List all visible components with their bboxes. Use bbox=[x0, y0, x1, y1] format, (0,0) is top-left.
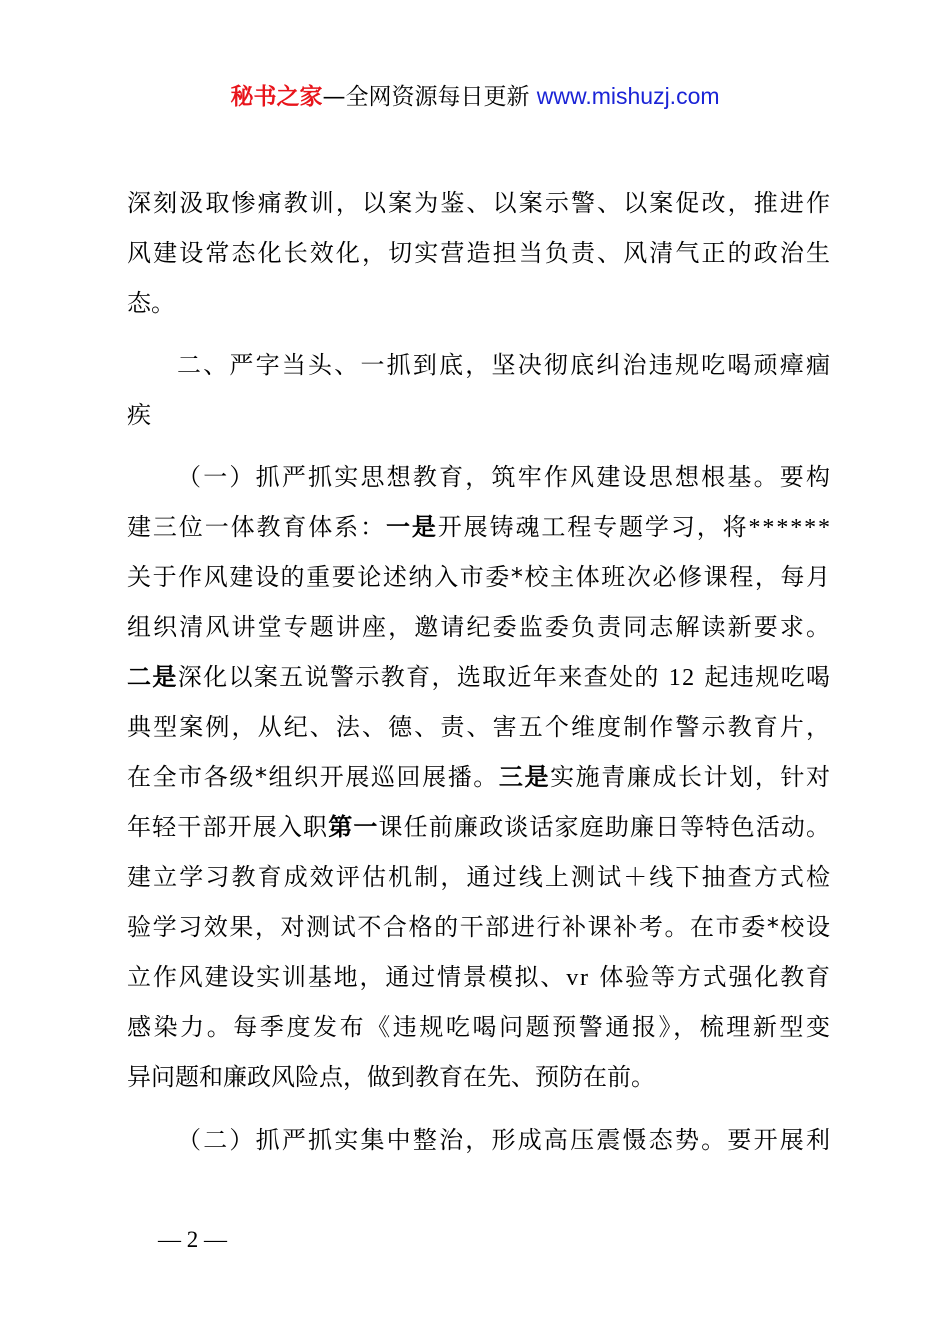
text-segment: vr bbox=[566, 965, 590, 991]
bold-lead-phrase: 三是 bbox=[498, 763, 551, 791]
text-segment: 态。 bbox=[127, 289, 175, 317]
text-line bbox=[177, 461, 832, 493]
text-segment: 建立学习教育成效评估机制，通过线上测试＋线下抽查方式检 bbox=[127, 863, 833, 891]
text-segment: 深刻汲取惨痛教训，以案为鉴、以案示警、以案促改，推进作 bbox=[127, 189, 833, 217]
text-segment: （一）抓严抓实思想教育，筑牢作风建设思想根基。要构 bbox=[177, 463, 833, 491]
text-segment: 立作风建设实训基地，通过情景模拟、 bbox=[127, 963, 567, 991]
text-segment: 年轻干部开展入职 bbox=[127, 813, 329, 841]
header-tagline: —全网资源每日更新 bbox=[322, 84, 537, 110]
text-line bbox=[127, 911, 832, 943]
text-line bbox=[127, 511, 832, 544]
text-segment: 疾 bbox=[127, 401, 151, 429]
text-line bbox=[127, 237, 832, 269]
text-line bbox=[127, 1061, 655, 1093]
text-segment: 风建设常态化长效化，切实营造担当负责、风清气正的政治生 bbox=[127, 239, 833, 267]
text-line bbox=[177, 349, 832, 381]
text-line bbox=[127, 711, 832, 743]
text-line bbox=[127, 611, 832, 643]
text-line bbox=[177, 1124, 832, 1156]
text-line bbox=[127, 661, 831, 694]
text-segment: 在全市各级*组织开展巡回展播。 bbox=[127, 763, 499, 791]
text-segment: 建三位一体教育体系： bbox=[127, 513, 386, 541]
site-header bbox=[0, 80, 950, 113]
text-segment: 课任前廉政谈话家庭助廉日等特色活动。 bbox=[378, 813, 832, 841]
text-line bbox=[127, 1011, 833, 1043]
text-line bbox=[127, 761, 832, 793]
text-segment: 验学习效果，对测试不合格的干部进行补课补考。在市委*校设 bbox=[127, 913, 832, 941]
text-segment: 组织清风讲堂专题讲座，邀请纪委监委负责同志解读新要求。 bbox=[127, 613, 833, 641]
text-segment: 典型案例，从纪、法、德、责、害五个维度制作警示教育片， bbox=[127, 713, 833, 741]
text-segment: 深化以案五说警示教育，选取近年来查处的 bbox=[177, 663, 669, 691]
brand-name: 秘书之家 bbox=[230, 84, 323, 110]
text-line bbox=[127, 961, 832, 994]
text-line bbox=[127, 861, 832, 893]
bold-lead-phrase: 一是 bbox=[385, 513, 438, 541]
site-url-link[interactable]: www.mishuzj.com bbox=[536, 83, 720, 109]
text-segment: 12 bbox=[668, 665, 696, 691]
text-segment: 实施青廉成长计划，针对 bbox=[550, 763, 832, 791]
text-line bbox=[127, 399, 151, 431]
text-segment: 起违规吃喝 bbox=[695, 663, 832, 691]
page-number: — 2 — bbox=[158, 1227, 227, 1252]
bold-lead-phrase: 二是 bbox=[127, 663, 178, 691]
text-segment: 感染力。每季度发布《违规吃喝问题预警通报》，梳理新型变 bbox=[127, 1013, 833, 1041]
text-line bbox=[127, 287, 175, 319]
text-line bbox=[127, 811, 831, 843]
text-segment: 开展铸魂工程专题学习，将 bbox=[437, 513, 749, 541]
text-segment: 关于作风建设的重要论述纳入市委*校主体班次必修课程，每月 bbox=[127, 563, 832, 591]
text-segment: 异问题和廉政风险点，做到教育在先、预防在前。 bbox=[127, 1063, 655, 1091]
text-line bbox=[127, 561, 832, 593]
text-segment: （二）抓严抓实集中整治，形成高压震慑态势。要开展利 bbox=[177, 1126, 833, 1154]
bold-lead-phrase: 第一 bbox=[328, 813, 379, 841]
text-segment: ****** bbox=[748, 515, 832, 541]
text-segment: 体验等方式强化教育 bbox=[589, 963, 832, 991]
text-segment: 二、严字当头、一抓到底，坚决彻底纠治违规吃喝顽瘴痼 bbox=[177, 351, 833, 379]
text-line bbox=[127, 187, 832, 219]
